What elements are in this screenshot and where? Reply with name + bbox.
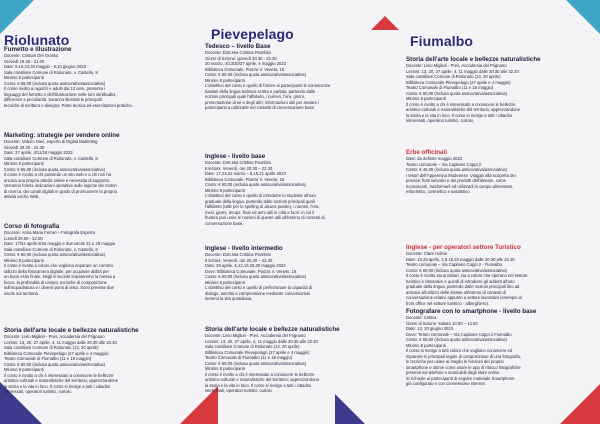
- course-detail-line: Docente: Livio Migliori - Pres. Accademia del Frignano: [406, 63, 507, 69]
- course-detail-line: Giovedì 19.30 - 21.00: [4, 58, 45, 64]
- course-detail-line: nozioni principali quali l'alfabeto, i numeri, l'ora, giorni,: [205, 94, 305, 100]
- decor-triangle-top-middle: [371, 16, 399, 30]
- course-detail-line: Il corso è rivolto a coloro che vogliono imparare un corretto: [4, 263, 113, 269]
- course-title: Erbe officinali: [406, 149, 447, 156]
- course-detail-line: Sala consiliare Comune di Riolunato, v. Castello, 8: [4, 69, 98, 75]
- course-detail-line: dialogo, ascolto e comprensione mediante conversazioni: [205, 290, 311, 296]
- course-title: Inglese - livello intermedio: [205, 245, 283, 252]
- course-detail-line: Minimo 8 partecipanti: [205, 77, 245, 83]
- course-detail-line: uscite sul territorio.: [4, 290, 40, 296]
- course-detail-line: I tesori dell'Appennino Modenese. Viaggio alla scoperta dei: [406, 172, 516, 178]
- course-detail-line: Docente: Clare Holme: [406, 251, 448, 257]
- course-detail-line: Minimo 8 partecipanti: [4, 75, 44, 81]
- course-section: [406, 244, 596, 306]
- course-detail-line: Docente: Anna Maria Ferrari – Fotografa Esperta: [4, 230, 95, 236]
- course-title: Fumetto e illustrazione: [4, 46, 72, 53]
- course-detail-line: Costo: € 60,00 (inclusa quota assicurativa/associativa): [406, 267, 508, 273]
- course-detail-line: tecniche di scrittura e disegno. Parte teorica ed esercitazioni pratiche.: [4, 102, 133, 108]
- course-detail-line: graduale della lingua, partendo dalle nozioni principali quali: [205, 198, 315, 204]
- course-detail-line: Lezioni: 13, 20, 27 aprile, 4, 11 maggio dalle 20.30 alle 22.30: [205, 338, 318, 344]
- course-detail-line: Teatro Comunale di Fiumalbo (11 e 18 maggio): [406, 85, 494, 91]
- course-detail-line: interessati, operatori turistici, curiosi.: [406, 118, 474, 124]
- course-section: [205, 153, 397, 226]
- course-detail-line: presentazione di sé e degli altri, informazioni utili per avviare i: [205, 99, 320, 105]
- course-detail-line: Minimo 8 partecipanti: [205, 187, 245, 193]
- course-detail-line: Il corso è rivolto a chi è interessato a conoscere le bellezze: [406, 101, 516, 107]
- course-detail-line: Docente: Cristian Del Grosso: [4, 53, 59, 59]
- course-detail-line: fuoco, la profondità di campo, tecniche di composizione: [4, 279, 107, 285]
- course-detail-line: Lezioni: 13, 20, 27 aprile, 4, 11 maggio dalle 20.30 alle 22.30: [406, 68, 519, 74]
- course-detail-line: utilizzo della fotocamera digitale, per acquisire abilità per: [4, 268, 109, 274]
- course-detail-line: Giovedì 20.30 - 22.30: [4, 144, 45, 150]
- course-detail-line: la storia e la vita in loco. Il corso si rivolge a tutti i cittadini: [406, 112, 512, 118]
- course-detail-line: Docente: Dott.ssa Cristina Piombini: [205, 160, 271, 166]
- course-detail-line: partecipanti a utilizzarle nei contesti di conversazione base.: [205, 105, 316, 111]
- course-detail-line: Sala consiliare Comune di Riolunato, v. Castello, 8: [4, 246, 98, 252]
- course-detail-line: interessati, operatori turistici, curiosi.: [205, 388, 273, 394]
- decor-triangle-bottom-center: [335, 394, 365, 424]
- course-detail-line: Il corso è rivolto a chi è interessato a conoscere le bellezze: [205, 371, 315, 377]
- course-section: [4, 327, 194, 395]
- course-section: [4, 223, 194, 296]
- course-detail-line: Biblioteca Comunale, Piazza V. Veneto, 18: [205, 66, 285, 72]
- course-detail-line: Sala consiliare Comune di Riolunato (13, 20 aprile): [4, 345, 99, 351]
- course-title: Corso di fotografia: [4, 223, 60, 230]
- course-detail-line: Minimo 8 partecipanti: [406, 342, 446, 348]
- course-section: [406, 308, 596, 387]
- course-detail-line: conversazione base.: [205, 220, 244, 226]
- course-detail-line: riconoscerli, trasformarli ed utilizzarli in campo alimentare,: [406, 183, 514, 189]
- town-title: Fiumalbo: [410, 33, 474, 49]
- course-detail-line: Biblioteca Comunale Pievepelago (27 aprile e 4 maggio): [205, 349, 310, 355]
- course-detail-line: Date: 13, 20 giugno 2023: [406, 326, 454, 332]
- course-detail-line: imparare le principali regole di composizione di una fotografia,: [406, 353, 521, 359]
- course-detail-line: Lezioni: 13, 20, 27 aprile, 4, 11 maggio dalle 20.30 alle 22.30: [4, 339, 117, 345]
- course-detail-line: la storia e la vita in loco. Il corso si rivolge a tutti i cittadini: [4, 383, 110, 389]
- course-detail-line: Teatro comunale – Via Capitano Coppi 2: [406, 161, 482, 167]
- course-detail-line: interessati, operatori turistici, curiosi.: [4, 389, 72, 395]
- course-detail-line: Date: 18,25 aprile, 2,9,16,23 maggio dalle 20.30 alle 22.30: [406, 256, 515, 262]
- course-detail-line: Dove: Biblioteca Comunale, Piazza V. Veneto, 18: [205, 268, 297, 274]
- course-detail-line: Il corso è rivolto a chi possiede un sito web e a chi non ha: [4, 172, 112, 178]
- course-detail-line: Docente: Livio Migliori - Pres. Accademia del Frignano: [205, 333, 306, 339]
- course-detail-line: Costo: € 60,00 (inclusa quota assicurativa/associativa): [205, 360, 307, 366]
- course-detail-line: Costo: € 60,00 (inclusa quota assicurativa/associativa): [4, 252, 106, 258]
- course-detail-line: Costo: € 45,00 (inclusa quota assicurativa/associativa): [406, 167, 508, 173]
- course-detail-line: Verranno fornite indicazioni operative sulle logiche dei motori: [4, 183, 117, 189]
- course-detail-line: artistico-culturali e naturalistiche del territorio; apprezzandone: [406, 107, 521, 113]
- course-detail-line: L'obiettivo del corso è quello di perfezionare la capacità di: [205, 285, 313, 291]
- course-title: Inglese - livello base: [205, 153, 266, 160]
- course-detail-line: Minimo 8 partecipanti: [4, 367, 44, 373]
- course-detail-line: Si richiede ai partecipanti di seguire materiale Smartphone: [406, 375, 515, 381]
- course-detail-line: preziosi frutti selvatici e dei prodotti dell'alveare, come: [406, 178, 506, 184]
- course-detail-line: Minimo 8 partecipanti: [4, 161, 44, 167]
- course-section: [406, 149, 596, 195]
- course-detail-line: di ricerca, dei canali digitali in grado di promuovere la propria: [4, 188, 117, 194]
- course-detail-line: Teatro Comunale di Fiumalbo (11 e 18 maggio): [4, 356, 92, 362]
- course-detail-line: Date: da definire maggio 2023: [406, 156, 463, 162]
- course-detail-line: Minimo 8 partecipanti: [205, 366, 245, 372]
- course-section: [4, 46, 194, 108]
- course-detail-line: Date: 17,24,31 marzo – 5,15,21 aprile 2023: [205, 171, 286, 177]
- course-detail-line: Giorni di lezione: giovedì 20.30 - 22.30: [205, 55, 277, 61]
- course-detail-line: Biblioteca Comunale Pievepelago (27 aprile e 4 maggio): [406, 79, 511, 85]
- course-detail-line: Costo: € 60,00 (inclusa quota assicurativa/associativa): [4, 361, 106, 367]
- course-detail-line: sull'inquadratura e i diversi punti di vista. Sono previste due: [4, 285, 114, 291]
- course-detail-line: artistico-culturali e naturalistiche del territorio; apprezzandone: [4, 378, 119, 384]
- course-detail-line: fruitore può unire le nozioni di queste utili all'interno di contesti di: [205, 215, 325, 221]
- course-detail-line: Date: 9,16,23,30 maggio - 6,13 giugno 2023: [4, 64, 86, 70]
- course-detail-line: Docente: CeBox: [406, 315, 437, 321]
- course-detail-line: graduale della lingua, partendo dalle nozioni principali fino ad: [406, 284, 520, 290]
- course-detail-line: 6 lezioni: Venerdì, ore 20.30 – 22.30: [205, 257, 273, 263]
- course-detail-line: l'alfabeto (utile per lo spelling di alcune parole), i numeri, l'ora,: [205, 204, 320, 210]
- course-detail-line: mesi, giorni, tempo, frasi ed anni utili in città e fuori: in cui il: [205, 209, 315, 215]
- course-detail-line: Giorni di lezione: sabato 10.00 – 14.00: [406, 320, 478, 326]
- course-detail-line: Costo: € 65,00 (inclusa quota assicurativa/associativa): [4, 80, 106, 86]
- course-detail-line: ancora una propria attività online e necessita di supporto.: [4, 177, 111, 183]
- course-detail-line: Date: 17/24 aprile 8/15 maggio e due uscite 21 e 29 maggio: [4, 241, 116, 247]
- course-detail-line: Minimo 8 partecipanti: [406, 96, 446, 102]
- course-detail-line: 30 marzo, 4/13/20/27 aprile, 4 maggio 2023: [205, 61, 287, 67]
- course-detail-line: erboristico, cosmetico e salutistico.: [406, 189, 471, 195]
- course-detail-line: L'obiettivo del corso è quello di fornire ai partecipanti le conoscenze: [205, 83, 331, 89]
- course-detail-line: Biblioteca Comunale, Piazza V. Veneto, 18: [205, 176, 285, 182]
- course-detail-line: Il corso è rivolto a chi è interessato a conoscere le bellezze: [4, 372, 114, 378]
- course-detail-line: basilari della lingua tedesca scritta e parlata, partendo dalle: [205, 88, 316, 94]
- course-title: Inglese - per operatori settore Turistico: [406, 244, 521, 251]
- course-detail-line: Docente: Dott.ssa Cristina Piombini: [205, 252, 271, 258]
- course-section: [205, 326, 397, 394]
- course-detail-line: Minimo 8 partecipanti: [4, 257, 44, 263]
- course-detail-line: Sala consiliare Comune di Riolunato, v. Castello, 8: [4, 155, 98, 161]
- course-section: [205, 245, 397, 302]
- course-detail-line: Costo: € 60,00 (inclusa quota assicurativa/associativa): [406, 90, 508, 96]
- course-detail-line: presenti sul telefono e scaricabili dagli store online.: [406, 370, 501, 376]
- course-detail-line: Il corso si rivolge a tutti coloro che vogliono conoscere ed: [406, 348, 513, 354]
- course-section: [205, 43, 397, 111]
- course-detail-line: Sala consiliare Comune di Riolunato (13, 20 aprile): [205, 344, 300, 350]
- course-detail-line: Date: 28 aprile, 5,12,19,26,30 maggio 2023: [205, 263, 286, 269]
- course-detail-line: conversazione relativi appunto a settore lavorativo (esempio al: [406, 295, 522, 301]
- course-detail-line: già configurato e con connessione internet.: [406, 381, 486, 387]
- course-detail-line: le tecniche per usare al meglio le funzioni del proprio: [406, 359, 504, 365]
- decor-triangle-top-right: [566, 0, 600, 34]
- course-detail-line: smartphone e ottime come usare le app di ritocco fotografiche: [406, 364, 521, 370]
- course-detail-line: differenze e peculiarità. Saranno illustrati le principali: [4, 97, 102, 103]
- course-detail-line: Costo: € 60,00 (inclusa quota assicurativa/associativa): [205, 274, 307, 280]
- course-detail-line: Teatro Comunale di Fiumalbo (11 e 18 maggio): [205, 355, 293, 361]
- course-detail-line: Date: 27 aprile, 4/11/18 maggio 2023: [4, 150, 73, 156]
- course-detail-line: Dove: Teatro comunale – Via Capitano Coppi 2 Fiumalbo: [406, 331, 512, 337]
- course-detail-line: linguaggi del fumetto e dell'illustrazione nelle loro similitudini,: [4, 91, 117, 97]
- course-title: Storia dell'arte locale e bellezze naturalistiche: [205, 326, 340, 333]
- course-detail-line: Docente: Valerio Nieri, esperto di Digital Marketing: [4, 139, 98, 145]
- course-detail-line: Il corso rivolto a ragazzi e adulti dai 12 anni, presenta i: [4, 86, 106, 92]
- course-detail-line: artistico-culturali e naturalistiche del territorio; apprezzandone: [205, 377, 320, 383]
- course-detail-line: turistico e ristorativo e quindi di introdurre gli addetti all'uso: [406, 278, 515, 284]
- course-detail-line: Teatro comunale – Via Capitano Coppi 2 - Fiumalbo: [406, 262, 503, 268]
- course-detail-line: Minimo 8 partecipanti: [205, 279, 245, 285]
- course-detail-line: Costo: € 55,00 (inclusa quota assicurativa/associativa): [406, 337, 508, 343]
- course-detail-line: Costo: € 65,00 (inclusa quota assicurativa/associativa): [4, 166, 106, 172]
- course-detail-line: Costo: € 60,00 (inclusa quota assicurativa/associativa): [205, 72, 307, 78]
- course-title: Marketing: strategie per vendere online: [4, 132, 120, 139]
- course-detail-line: Il corso è rivolto sia ai titolari, sia a coloro che operano nel settore: [406, 273, 528, 279]
- course-detail-line: Sala consiliare Comune di Riolunato (13, 20 aprile): [406, 74, 501, 80]
- town-title: Pievepelago: [211, 26, 294, 42]
- course-detail-line: Docente: Dott.ssa Cristina Piombini: [205, 50, 271, 56]
- course-detail-line: Biblioteca Comunale Pievepelago (27 aprile e 4 maggio): [4, 350, 109, 356]
- course-detail-line: un buon esito finale. Negli 8 incontri impareremo la messa a: [4, 274, 116, 280]
- course-detail-line: front office nel settore turistico - alberghiero).: [406, 300, 490, 306]
- course-title: Storia dell'arte locale e bellezze naturalistiche: [4, 327, 139, 334]
- course-detail-line: arrivare all'utilizzo delle stesse all'interno di contesti di: [406, 289, 506, 295]
- course-detail-line: 6 lezioni: Venerdì, ore 20.30 – 22.30: [205, 165, 273, 171]
- course-title: Storia dell'arte locale e bellezze naturalistiche: [406, 56, 541, 63]
- course-detail-line: Costo: € 60,00 (inclusa quota assicurativa/associativa): [205, 182, 307, 188]
- decor-triangle-top-left: [0, 0, 34, 34]
- town-title: Riolunato: [4, 32, 70, 48]
- course-detail-line: L'obiettivo del corso è quello di introdurre lo studente all'uso: [205, 193, 316, 199]
- course-detail-line: inerenti la vita quotidiana.: [205, 296, 253, 302]
- course-detail-line: attività anche Web.: [4, 194, 40, 200]
- course-section: [406, 56, 596, 124]
- course-title: Fotografare con lo smartphone - livello base: [406, 308, 537, 315]
- decor-triangle-bottom-right: [560, 384, 600, 424]
- course-section: [4, 132, 194, 200]
- course-title: Tedesco – livello Base: [205, 43, 271, 50]
- course-detail-line: la storia e la vita in loco. Il corso si rivolge a tutti i cittadini: [205, 382, 311, 388]
- course-detail-line: Docente: Livio Migliori - Pres. Accademia del Frignano: [4, 334, 105, 340]
- course-detail-line: Lunedì 20.00 - 22.00: [4, 235, 43, 241]
